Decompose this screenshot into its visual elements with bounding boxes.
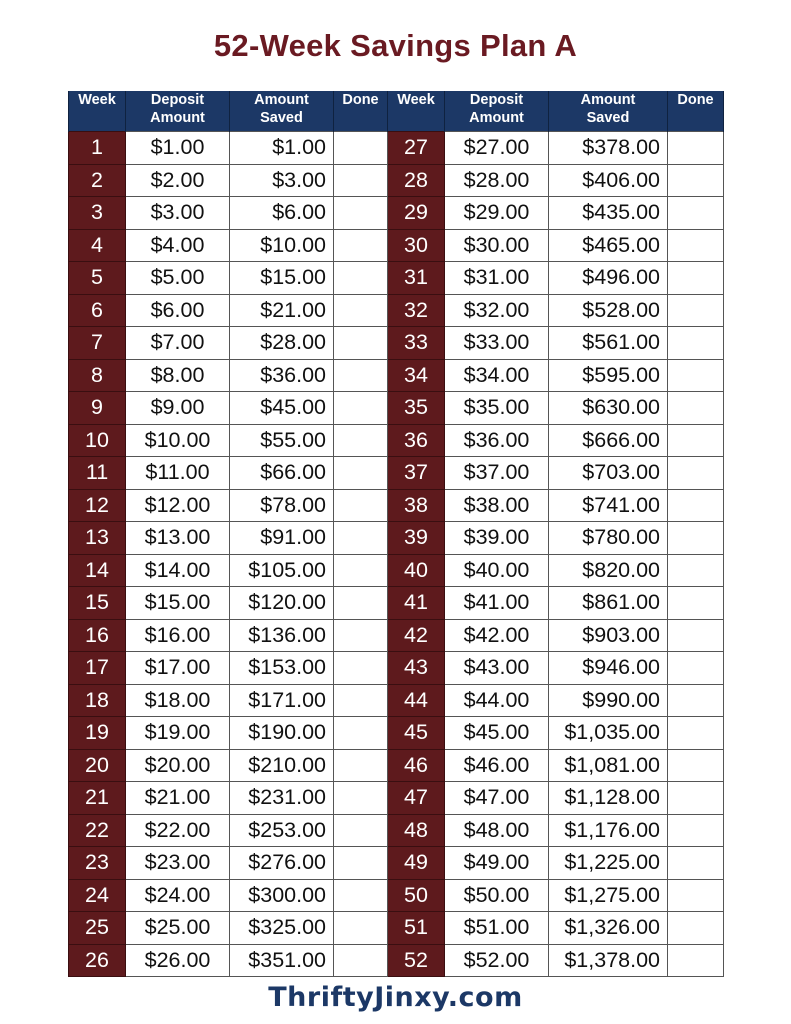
saved-cell: $3.00 [230,164,334,197]
week-cell: 5 [69,262,126,295]
deposit-cell: $40.00 [445,554,549,587]
header-saved-line2: Saved [586,110,630,126]
deposit-cell: $50.00 [445,879,549,912]
deposit-cell: $26.00 [126,944,230,977]
saved-cell: $10.00 [230,229,334,262]
week-cell: 21 [69,782,126,815]
saved-cell: $91.00 [230,522,334,555]
saved-cell: $378.00 [549,132,668,165]
saved-cell: $1,128.00 [549,782,668,815]
deposit-cell: $7.00 [126,327,230,360]
deposit-cell: $1.00 [126,132,230,165]
deposit-cell: $31.00 [445,262,549,295]
saved-cell: $946.00 [549,652,668,685]
header-deposit-line1: Deposit [150,92,205,108]
done-checkbox-cell[interactable] [668,912,724,945]
week-cell: 43 [388,652,445,685]
done-checkbox-cell[interactable] [668,619,724,652]
saved-cell: $6.00 [230,197,334,230]
deposit-cell: $16.00 [126,619,230,652]
week-cell: 36 [388,424,445,457]
done-checkbox-cell[interactable] [334,554,388,587]
done-checkbox-cell[interactable] [334,294,388,327]
deposit-cell: $9.00 [126,392,230,425]
table-row [69,522,724,555]
table-row [69,619,724,652]
done-checkbox-cell[interactable] [334,132,388,165]
done-checkbox-cell[interactable] [334,944,388,977]
deposit-cell: $47.00 [445,782,549,815]
done-checkbox-cell[interactable] [668,717,724,750]
week-cell: 26 [69,944,126,977]
week-cell: 46 [388,749,445,782]
done-checkbox-cell[interactable] [668,294,724,327]
week-cell: 42 [388,619,445,652]
done-checkbox-cell[interactable] [334,879,388,912]
week-cell: 48 [388,814,445,847]
table-row [69,132,724,165]
deposit-cell: $52.00 [445,944,549,977]
done-checkbox-cell[interactable] [334,749,388,782]
header-week: Week [69,91,126,132]
done-checkbox-cell[interactable] [668,197,724,230]
week-cell: 27 [388,132,445,165]
done-checkbox-cell[interactable] [334,392,388,425]
done-checkbox-cell[interactable] [334,652,388,685]
done-checkbox-cell[interactable] [668,944,724,977]
deposit-cell: $38.00 [445,489,549,522]
deposit-cell: $20.00 [126,749,230,782]
done-checkbox-cell[interactable] [668,554,724,587]
table-row [69,392,724,425]
deposit-cell: $14.00 [126,554,230,587]
header-done: Done [668,91,724,132]
deposit-cell: $33.00 [445,327,549,360]
done-checkbox-cell[interactable] [334,847,388,880]
saved-cell: $253.00 [230,814,334,847]
saved-cell: $630.00 [549,392,668,425]
saved-cell: $55.00 [230,424,334,457]
header-week: Week [388,91,445,132]
saved-cell: $1,378.00 [549,944,668,977]
deposit-cell: $42.00 [445,619,549,652]
done-checkbox-cell[interactable] [334,717,388,750]
saved-cell: $78.00 [230,489,334,522]
week-cell: 16 [69,619,126,652]
saved-cell: $231.00 [230,782,334,815]
header-deposit [126,91,230,132]
deposit-cell: $8.00 [126,359,230,392]
deposit-cell: $13.00 [126,522,230,555]
saved-cell: $990.00 [549,684,668,717]
saved-cell: $666.00 [549,424,668,457]
done-checkbox-cell[interactable] [668,847,724,880]
saved-cell: $105.00 [230,554,334,587]
deposit-cell: $51.00 [445,912,549,945]
done-checkbox-cell[interactable] [334,619,388,652]
week-cell: 19 [69,717,126,750]
week-cell: 25 [69,912,126,945]
done-checkbox-cell[interactable] [334,197,388,230]
header-saved [230,91,334,132]
saved-cell: $325.00 [230,912,334,945]
deposit-cell: $15.00 [126,587,230,620]
saved-cell: $351.00 [230,944,334,977]
week-cell: 4 [69,229,126,262]
done-checkbox-cell[interactable] [668,684,724,717]
done-checkbox-cell[interactable] [334,684,388,717]
done-checkbox-cell[interactable] [668,229,724,262]
week-cell: 45 [388,717,445,750]
deposit-cell: $2.00 [126,164,230,197]
page-title: 52-Week Savings Plan A [213,28,578,63]
table-row [69,424,724,457]
saved-cell: $1,035.00 [549,717,668,750]
table-row [69,294,724,327]
table-row [69,327,724,360]
header-deposit-line1: Deposit [469,92,524,108]
week-cell: 23 [69,847,126,880]
saved-cell: $861.00 [549,587,668,620]
deposit-cell: $22.00 [126,814,230,847]
deposit-cell: $32.00 [445,294,549,327]
table-row [69,912,724,945]
header-saved-line1: Amount [254,92,309,108]
week-cell: 15 [69,587,126,620]
table-row [69,359,724,392]
table-row [69,229,724,262]
header-deposit [445,91,549,132]
deposit-cell: $37.00 [445,457,549,490]
week-cell: 32 [388,294,445,327]
done-checkbox-cell[interactable] [668,457,724,490]
week-cell: 17 [69,652,126,685]
saved-cell: $300.00 [230,879,334,912]
saved-cell: $528.00 [549,294,668,327]
deposit-cell: $41.00 [445,587,549,620]
done-checkbox-cell[interactable] [334,587,388,620]
week-cell: 39 [388,522,445,555]
header-saved-line2: Saved [260,110,303,126]
savings-table [68,91,724,977]
done-checkbox-cell[interactable] [668,164,724,197]
deposit-cell: $10.00 [126,424,230,457]
week-cell: 13 [69,522,126,555]
week-cell: 41 [388,587,445,620]
deposit-cell: $5.00 [126,262,230,295]
done-checkbox-cell[interactable] [668,782,724,815]
week-cell: 18 [69,684,126,717]
week-cell: 33 [388,327,445,360]
deposit-cell: $43.00 [445,652,549,685]
done-checkbox-cell[interactable] [334,489,388,522]
week-cell: 29 [388,197,445,230]
saved-cell: $36.00 [230,359,334,392]
table-row [69,782,724,815]
saved-cell: $1,275.00 [549,879,668,912]
deposit-cell: $49.00 [445,847,549,880]
header-saved-line1: Amount [580,92,636,108]
deposit-cell: $24.00 [126,879,230,912]
done-checkbox-cell[interactable] [668,814,724,847]
table-row [69,457,724,490]
table-row [69,847,724,880]
done-checkbox-cell[interactable] [334,262,388,295]
saved-cell: $190.00 [230,717,334,750]
saved-cell: $171.00 [230,684,334,717]
deposit-cell: $34.00 [445,359,549,392]
done-checkbox-cell[interactable] [668,489,724,522]
deposit-cell: $12.00 [126,489,230,522]
week-cell: 34 [388,359,445,392]
week-cell: 3 [69,197,126,230]
week-cell: 52 [388,944,445,977]
done-checkbox-cell[interactable] [334,782,388,815]
week-cell: 22 [69,814,126,847]
done-checkbox-cell[interactable] [334,229,388,262]
week-cell: 1 [69,132,126,165]
saved-cell: $1,081.00 [549,749,668,782]
deposit-cell: $36.00 [445,424,549,457]
done-checkbox-cell[interactable] [334,814,388,847]
table-row [69,749,724,782]
done-checkbox-cell[interactable] [334,424,388,457]
week-cell: 51 [388,912,445,945]
done-checkbox-cell[interactable] [668,132,724,165]
deposit-cell: $21.00 [126,782,230,815]
week-cell: 8 [69,359,126,392]
saved-cell: $120.00 [230,587,334,620]
done-checkbox-cell[interactable] [668,587,724,620]
deposit-cell: $4.00 [126,229,230,262]
done-checkbox-cell[interactable] [668,879,724,912]
deposit-cell: $48.00 [445,814,549,847]
table-row [69,197,724,230]
header-row [69,91,724,132]
saved-cell: $820.00 [549,554,668,587]
table-row [69,262,724,295]
done-checkbox-cell[interactable] [668,424,724,457]
saved-cell: $780.00 [549,522,668,555]
deposit-cell: $17.00 [126,652,230,685]
saved-cell: $28.00 [230,327,334,360]
saved-cell: $496.00 [549,262,668,295]
week-cell: 20 [69,749,126,782]
table-row [69,554,724,587]
header-deposit-line2: Amount [469,110,524,126]
week-cell: 31 [388,262,445,295]
saved-cell: $1,176.00 [549,814,668,847]
done-checkbox-cell[interactable] [334,912,388,945]
table-row [69,879,724,912]
done-checkbox-cell[interactable] [334,327,388,360]
deposit-cell: $44.00 [445,684,549,717]
saved-cell: $153.00 [230,652,334,685]
done-checkbox-cell[interactable] [668,392,724,425]
header-saved [549,91,668,132]
week-cell: 6 [69,294,126,327]
week-cell: 2 [69,164,126,197]
done-checkbox-cell[interactable] [668,522,724,555]
week-cell: 30 [388,229,445,262]
deposit-cell: $23.00 [126,847,230,880]
saved-cell: $1,225.00 [549,847,668,880]
week-cell: 50 [388,879,445,912]
deposit-cell: $35.00 [445,392,549,425]
week-cell: 40 [388,554,445,587]
table-row [69,164,724,197]
done-checkbox-cell[interactable] [668,327,724,360]
saved-cell: $703.00 [549,457,668,490]
week-cell: 44 [388,684,445,717]
table-row [69,489,724,522]
saved-cell: $45.00 [230,392,334,425]
saved-cell: $561.00 [549,327,668,360]
week-cell: 38 [388,489,445,522]
table-row [69,652,724,685]
done-checkbox-cell[interactable] [668,359,724,392]
deposit-cell: $39.00 [445,522,549,555]
saved-cell: $210.00 [230,749,334,782]
saved-cell: $1,326.00 [549,912,668,945]
saved-cell: $136.00 [230,619,334,652]
saved-cell: $465.00 [549,229,668,262]
week-cell: 28 [388,164,445,197]
header-done: Done [334,91,388,132]
week-cell: 14 [69,554,126,587]
saved-cell: $903.00 [549,619,668,652]
footer-brand: ThriftyJinxy.com [268,982,523,1013]
deposit-cell: $6.00 [126,294,230,327]
deposit-cell: $30.00 [445,229,549,262]
saved-cell: $66.00 [230,457,334,490]
week-cell: 24 [69,879,126,912]
week-cell: 10 [69,424,126,457]
done-checkbox-cell[interactable] [668,749,724,782]
saved-cell: $15.00 [230,262,334,295]
week-cell: 35 [388,392,445,425]
table-row [69,684,724,717]
deposit-cell: $29.00 [445,197,549,230]
deposit-cell: $3.00 [126,197,230,230]
deposit-cell: $19.00 [126,717,230,750]
table-row [69,587,724,620]
saved-cell: $276.00 [230,847,334,880]
deposit-cell: $25.00 [126,912,230,945]
done-checkbox-cell[interactable] [334,164,388,197]
deposit-cell: $28.00 [445,164,549,197]
done-checkbox-cell[interactable] [334,457,388,490]
deposit-cell: $11.00 [126,457,230,490]
done-checkbox-cell[interactable] [668,652,724,685]
deposit-cell: $45.00 [445,717,549,750]
table-row [69,944,724,977]
header-deposit-line2: Amount [150,110,205,126]
deposit-cell: $27.00 [445,132,549,165]
done-checkbox-cell[interactable] [334,359,388,392]
saved-cell: $595.00 [549,359,668,392]
saved-cell: $21.00 [230,294,334,327]
saved-cell: $406.00 [549,164,668,197]
week-cell: 7 [69,327,126,360]
week-cell: 37 [388,457,445,490]
deposit-cell: $18.00 [126,684,230,717]
saved-cell: $1.00 [230,132,334,165]
week-cell: 12 [69,489,126,522]
table-row [69,814,724,847]
saved-cell: $741.00 [549,489,668,522]
week-cell: 9 [69,392,126,425]
week-cell: 11 [69,457,126,490]
week-cell: 49 [388,847,445,880]
table-row [69,717,724,750]
deposit-cell: $46.00 [445,749,549,782]
week-cell: 47 [388,782,445,815]
saved-cell: $435.00 [549,197,668,230]
done-checkbox-cell[interactable] [668,262,724,295]
done-checkbox-cell[interactable] [334,522,388,555]
